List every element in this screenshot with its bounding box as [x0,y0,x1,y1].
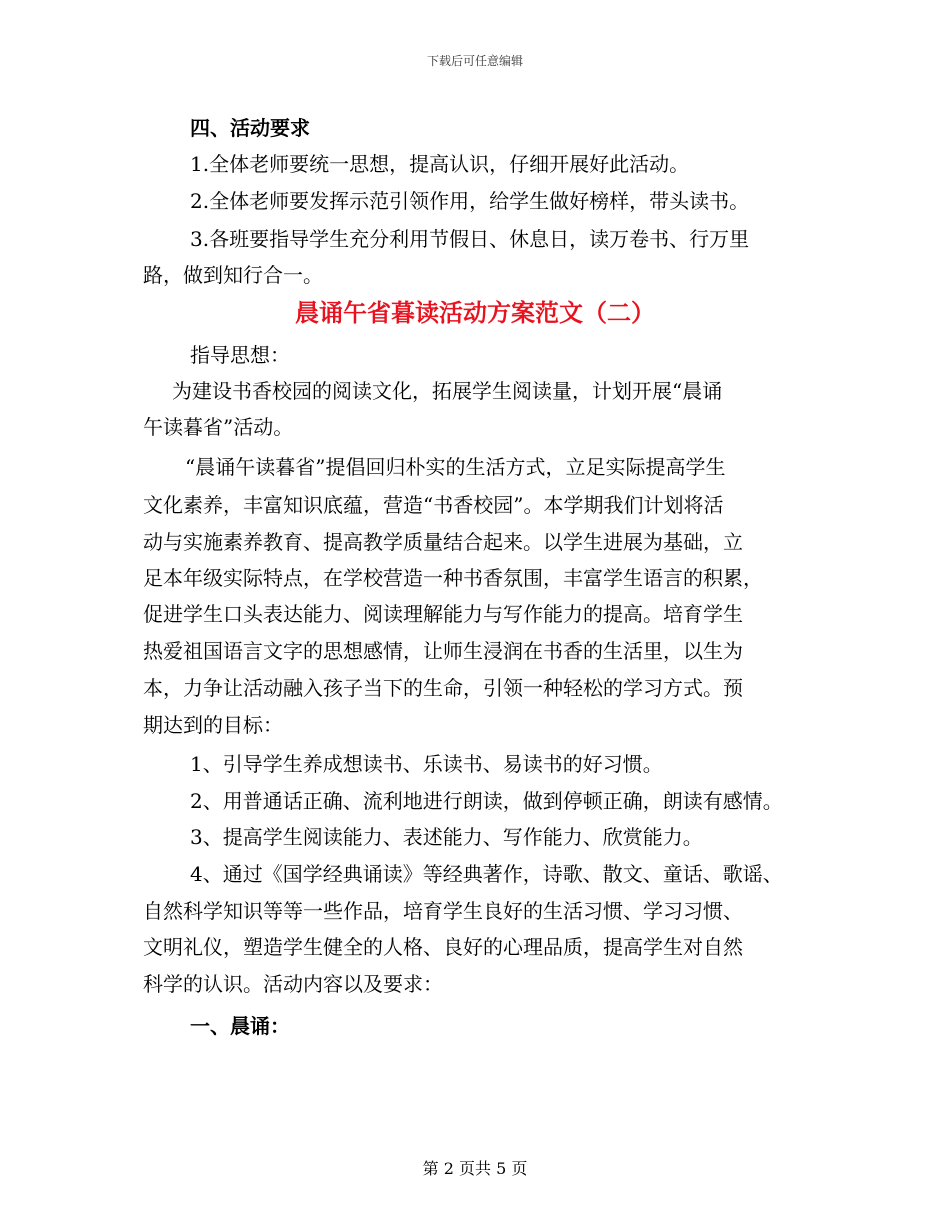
guide-paragraph-line: 本，力争让活动融入孩子当下的生命，引领一种轻松的学习方式。预 [143,676,743,700]
guide-paragraph-line: 热爱祖国语言文字的思想感情，让师生浸润在书香的生活里，以生为 [143,639,743,663]
guide-paragraph-line: 动与实施素养教育、提高教学质量结合起来。以学生进展为基础，立 [143,530,743,554]
goal-item: 4、通过《国学经典诵读》等经典著作，诗歌、散文、童话、歌谣、 [190,862,783,886]
guide-paragraph-line: 期达到的目标： [143,713,283,737]
goal-item-continuation: 文明礼仪，塑造学生健全的人格、良好的心理品质，提高学生对自然 [143,935,743,959]
guide-paragraph-line: 午读暮省”活动。 [143,415,294,439]
section-heading-activity-requirements: 四、活动要求 [190,116,310,140]
requirement-item-continuation: 路，做到知行合一。 [143,263,323,287]
goal-item-continuation: 自然科学知识等等一些作品，培育学生良好的生活习惯、学习习惯、 [143,899,743,923]
guide-paragraph-line: 促进学生口头表达能力、阅读理解能力与写作能力的提高。培育学生 [143,602,743,626]
document-title: 晨诵午省暮读活动方案范文（二） [295,298,655,327]
page-header: 下载后可任意编辑 [426,54,523,68]
guide-paragraph-line: 为建设书香校园的阅读文化，拓展学生阅读量，计划开展“晨诵 [172,379,723,403]
goal-item: 1、引导学生养成想读书、乐读书、易读书的好习惯。 [190,752,663,776]
requirement-item: 2.全体老师要发挥示范引领作用，给学生做好榜样，带头读书。 [190,189,750,213]
guide-paragraph-line: 足本年级实际特点，在学校营造一种书香氛围，丰富学生语言的积累， [143,566,763,590]
requirement-item: 1.全体老师要统一思想，提高认识，仔细开展好此活动。 [190,152,690,176]
guide-paragraph-line: 文化素养，丰富知识底蕴，营造“书香校园”。本学期我们计划将活 [143,493,724,517]
guide-paragraph-line: “晨诵午读暮省”提倡回归朴实的生活方式，立足实际提高学生 [185,455,726,479]
goal-item: 3、提高学生阅读能力、表述能力、写作能力、欣赏能力。 [190,825,703,849]
goal-item-continuation: 科学的认识。活动内容以及要求： [143,972,443,996]
requirement-item: 3.各班要指导学生充分利用节假日、休息日，读万卷书、行万里 [190,227,750,251]
guide-label: 指导思想： [190,343,290,367]
section-heading-morning-recitation: 一、晨诵： [190,1014,290,1038]
page-footer: 第 2 页共 5 页 [422,1159,528,1178]
goal-item: 2、用普通话正确、流利地进行朗读，做到停顿正确，朗读有感情。 [190,789,783,813]
